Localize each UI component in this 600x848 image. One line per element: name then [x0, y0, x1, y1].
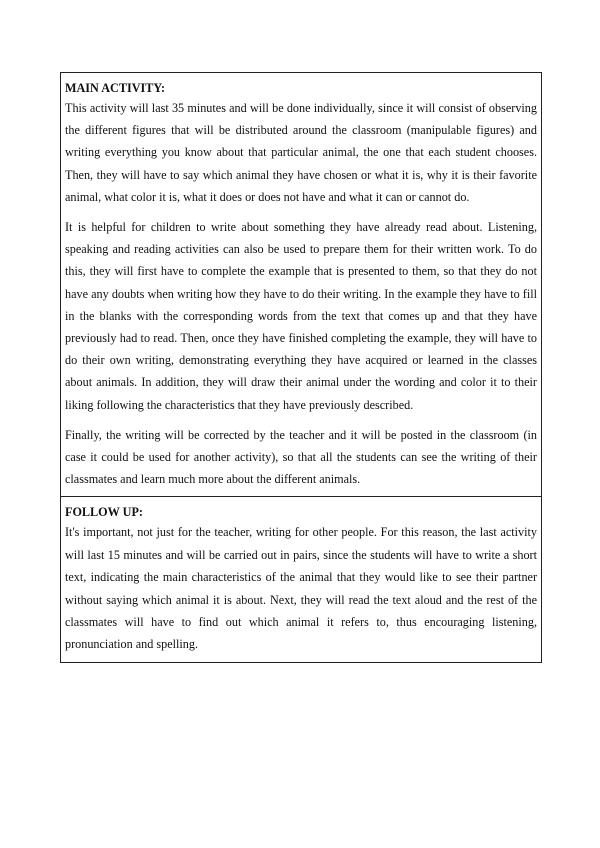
- follow-up-paragraph-1: It's important, not just for the teacher, writing for other people. For this reason, the last activity will last 15 minutes and will be carried out in pairs, since the students will have to write a short text, indicating the main characteristics of the animal that they would like to see their partner without saying which animal it is about. Next, they will read the text aloud and the rest of the classmates will have to find out which animal it refers to, thus encouraging listening, pronunciation and spelling.: [65, 525, 537, 652]
- main-activity-paragraph-1: This activity will last 35 minutes and will be done individually, since it will consist of observing the different figures that will be distributed around the classroom (manipulable figures) and writing everything you know about that particular animal, the one that each student chooses. Then, they will have to say which animal they have chosen or what it is, why it is their favorite animal, what color it is, what it does or does not have and what it can or cannot do.: [65, 101, 537, 204]
- main-activity-section: [61, 73, 541, 496]
- main-activity-heading: MAIN ACTIVITY:: [65, 81, 166, 95]
- follow-up-section: [61, 496, 541, 661]
- main-activity-paragraph-3: Finally, the writing will be corrected by the teacher and it will be posted in the classroom (in case it could be used for another activity), so that all the students can see the writing of their classmates and learn much more about the different animals.: [65, 427, 537, 487]
- main-activity-paragraph-2: It is helpful for children to write about something they have already read about. Listening, speaking and reading activities can also be used to prepare them for their written work. To do this, they will first have to complete the example that is presented to them, so that they do not have any doubts when writing how they have to do their writing. In the example they have to fill in the blanks with the corresponding words from the text that comes up and that they have previously had to read. Then, once they have finished completing the example, they will have to do their own writing, demonstrating everything they have acquired or learned in the classes about animals. In addition, they will draw their animal under the wording and color it to their liking following the characteristics that they have previously described.: [65, 220, 537, 412]
- lesson-plan-table: [60, 72, 542, 663]
- follow-up-heading: FOLLOW UP:: [65, 505, 143, 520]
